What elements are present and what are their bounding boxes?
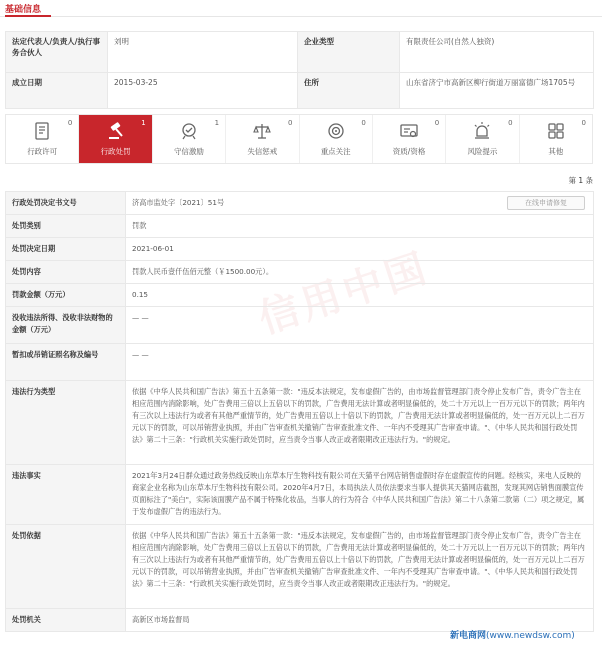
footer-logo[interactable] (450, 628, 575, 641)
tab-label: 行政许可 (27, 147, 58, 156)
tab-count: 0 (288, 119, 293, 127)
tab-label: 风险提示 (467, 147, 498, 156)
facts-value: 2021年3月24日群众通过政务热线反映山东草本厅生物科技有限公司在天猫平台网店销售虚假时存在虚假宣传的问题。经核实，来电人反映的商家企业名称为山东草本厅生物科技有限公司。2020年4月7日，本局执法人员依法要求当事人提供其天猫网店截图，发现其网店销售面膜宣传页面标注了"美白"，实际该面膜产品不属于特殊化妆品，当事人的行为符合《中华人民共和国广告法》第二十八条第二款第（二）项之规定，属于发布虚假广告的违法行为。 (126, 465, 594, 525)
suspend-value: — — (126, 344, 594, 381)
legal-rep-value: 刘明 (108, 32, 298, 73)
document-icon (32, 121, 52, 141)
amount-value: 0.15 (126, 284, 594, 307)
founded-value: 2015-03-25 (108, 73, 298, 109)
suspend-label: 暂扣或吊销证照名称及编号 (6, 344, 126, 381)
company-type-value: 有限责任公司(自然人独资) (400, 32, 594, 73)
tab-label: 守信激励 (173, 147, 204, 156)
authority-label: 处罚机关 (6, 609, 126, 632)
content-label: 处罚内容 (6, 261, 126, 284)
amount-label: 罚款金额（万元） (6, 284, 126, 307)
section-accent-bar (5, 15, 51, 17)
content-value: 罚款人民币壹仟伍佰元整（￥1500.00元）。 (126, 261, 594, 284)
category-label: 处罚类别 (6, 215, 126, 238)
penalty-detail-table (5, 191, 594, 632)
tab-count: 0 (581, 119, 586, 127)
tab-count: 0 (508, 119, 513, 127)
section-divider (0, 16, 602, 17)
tab-qualification[interactable] (373, 115, 446, 163)
tab-key-attention[interactable] (300, 115, 373, 163)
apply-repair-button[interactable]: 在线申请修复 (507, 196, 585, 210)
section-title: 基础信息 (5, 5, 42, 15)
address-label: 住所 (298, 73, 400, 109)
medal-icon (179, 121, 199, 141)
alarm-icon (472, 121, 492, 141)
tab-count: 0 (434, 119, 440, 127)
watermark-logo: 信用中国 (253, 244, 435, 343)
violation-type-label: 违法行为类型 (6, 381, 126, 465)
founded-label: 成立日期 (6, 73, 108, 109)
doc-no-value: 济高市监处字〔2021〕51号 (132, 198, 225, 207)
basis-value: 依据《中华人民共和国广告法》第五十五条第一款："违反本法规定，发布虚假广告的，由市场监督管理部门责令停止发布广告，责令广告主在相应范围内消除影响，处广告费用三倍以上五倍以下的罚款，广告费用无法计算或者明显偏低的，处二十万元以上一百万元以下的罚款；两年内有三次以上违法行为或者有其他严重情节的，处广告费用五倍以上十倍以下的罚款，广告费用无法计算或者明显偏低的，处一百万元以上二百万元以下的罚款，可以吊销营业执照，并由广告审查机关撤销广告审查批准文件、一年内不受理其广告审查申请。"、《中华人民共和国行政处罚法》第二十三条："行政机关实施行政处罚时，应当责令当事人改正或者限期改正违法行为。"的规定。 (126, 525, 594, 609)
tab-other[interactable] (520, 115, 592, 163)
category-tabs (5, 114, 593, 164)
address-value: 山东省济宁市高新区柳行街道万丽富德广场1705号 (400, 73, 594, 109)
confiscate-label: 没收违法所得、没收非法财物的金额（万元） (6, 307, 126, 344)
gavel-icon (106, 121, 126, 141)
legal-rep-label: 法定代表人/负责人/执行事务合伙人 (6, 32, 108, 73)
violation-type-value: 依据《中华人民共和国广告法》第五十五条第一款："违反本法规定，发布虚假广告的，由市场监督管理部门责令停止发布广告，责令广告主在相应范围内消除影响，处广告费用三倍以上五倍以下的罚款，广告费用无法计算或者明显偏低的，处二十万元以上一百万元以下的罚款；两年内有三次以上违法行为或者有其他严重情节的，处广告费用五倍以上十倍以下的罚款，广告费用无法计算或者明显偏低的，处一百万元以上二百万元以下的罚款，可以吊销营业执照，并由广告审查机关撤销广告审查批准文件、一年内不受理其广告审查申请。"、《中华人民共和国行政处罚法》第二十三条："行政机关实施行政处罚时，应当责令当事人改正或者限期改正违法行为。"的规定。 (126, 381, 594, 465)
tab-trust-incentive[interactable] (153, 115, 226, 163)
scales-icon (252, 121, 272, 141)
tab-label: 行政处罚 (100, 147, 131, 156)
authority-value: 高新区市场监督局 (126, 609, 594, 632)
category-value: 罚款 (126, 215, 594, 238)
facts-label: 违法事实 (6, 465, 126, 525)
company-type-label: 企业类型 (298, 32, 400, 73)
date-value: 2021-06-01 (126, 238, 594, 261)
tab-risk-warning[interactable] (446, 115, 519, 163)
target-icon (326, 121, 346, 141)
tab-admin-license[interactable] (6, 115, 79, 163)
certificate-icon (399, 121, 419, 141)
tab-label: 资质/资格 (392, 147, 426, 156)
record-count: 第 1 条 (568, 176, 593, 185)
tab-admin-penalty[interactable] (79, 115, 152, 163)
tab-label: 其他 (548, 147, 564, 156)
tab-count: 0 (361, 119, 366, 127)
date-label: 处罚决定日期 (6, 238, 126, 261)
tab-label: 失信惩戒 (247, 147, 278, 156)
confiscate-value: — — (126, 307, 594, 344)
footer-brand: 新电商网 (450, 631, 487, 641)
tab-count: 1 (214, 119, 220, 127)
basic-info-table (5, 31, 594, 109)
footer-url: (www.newdsw.com) (486, 631, 575, 641)
tab-count: 0 (67, 119, 73, 127)
doc-no-label: 行政处罚决定书文号 (6, 192, 126, 215)
tab-label: 重点关注 (320, 147, 351, 156)
grid-icon (546, 121, 566, 141)
basis-label: 处罚依据 (6, 525, 126, 609)
doc-no-cell (126, 192, 594, 215)
tab-dishonesty-penalty[interactable] (226, 115, 299, 163)
tab-count: 1 (141, 119, 146, 127)
